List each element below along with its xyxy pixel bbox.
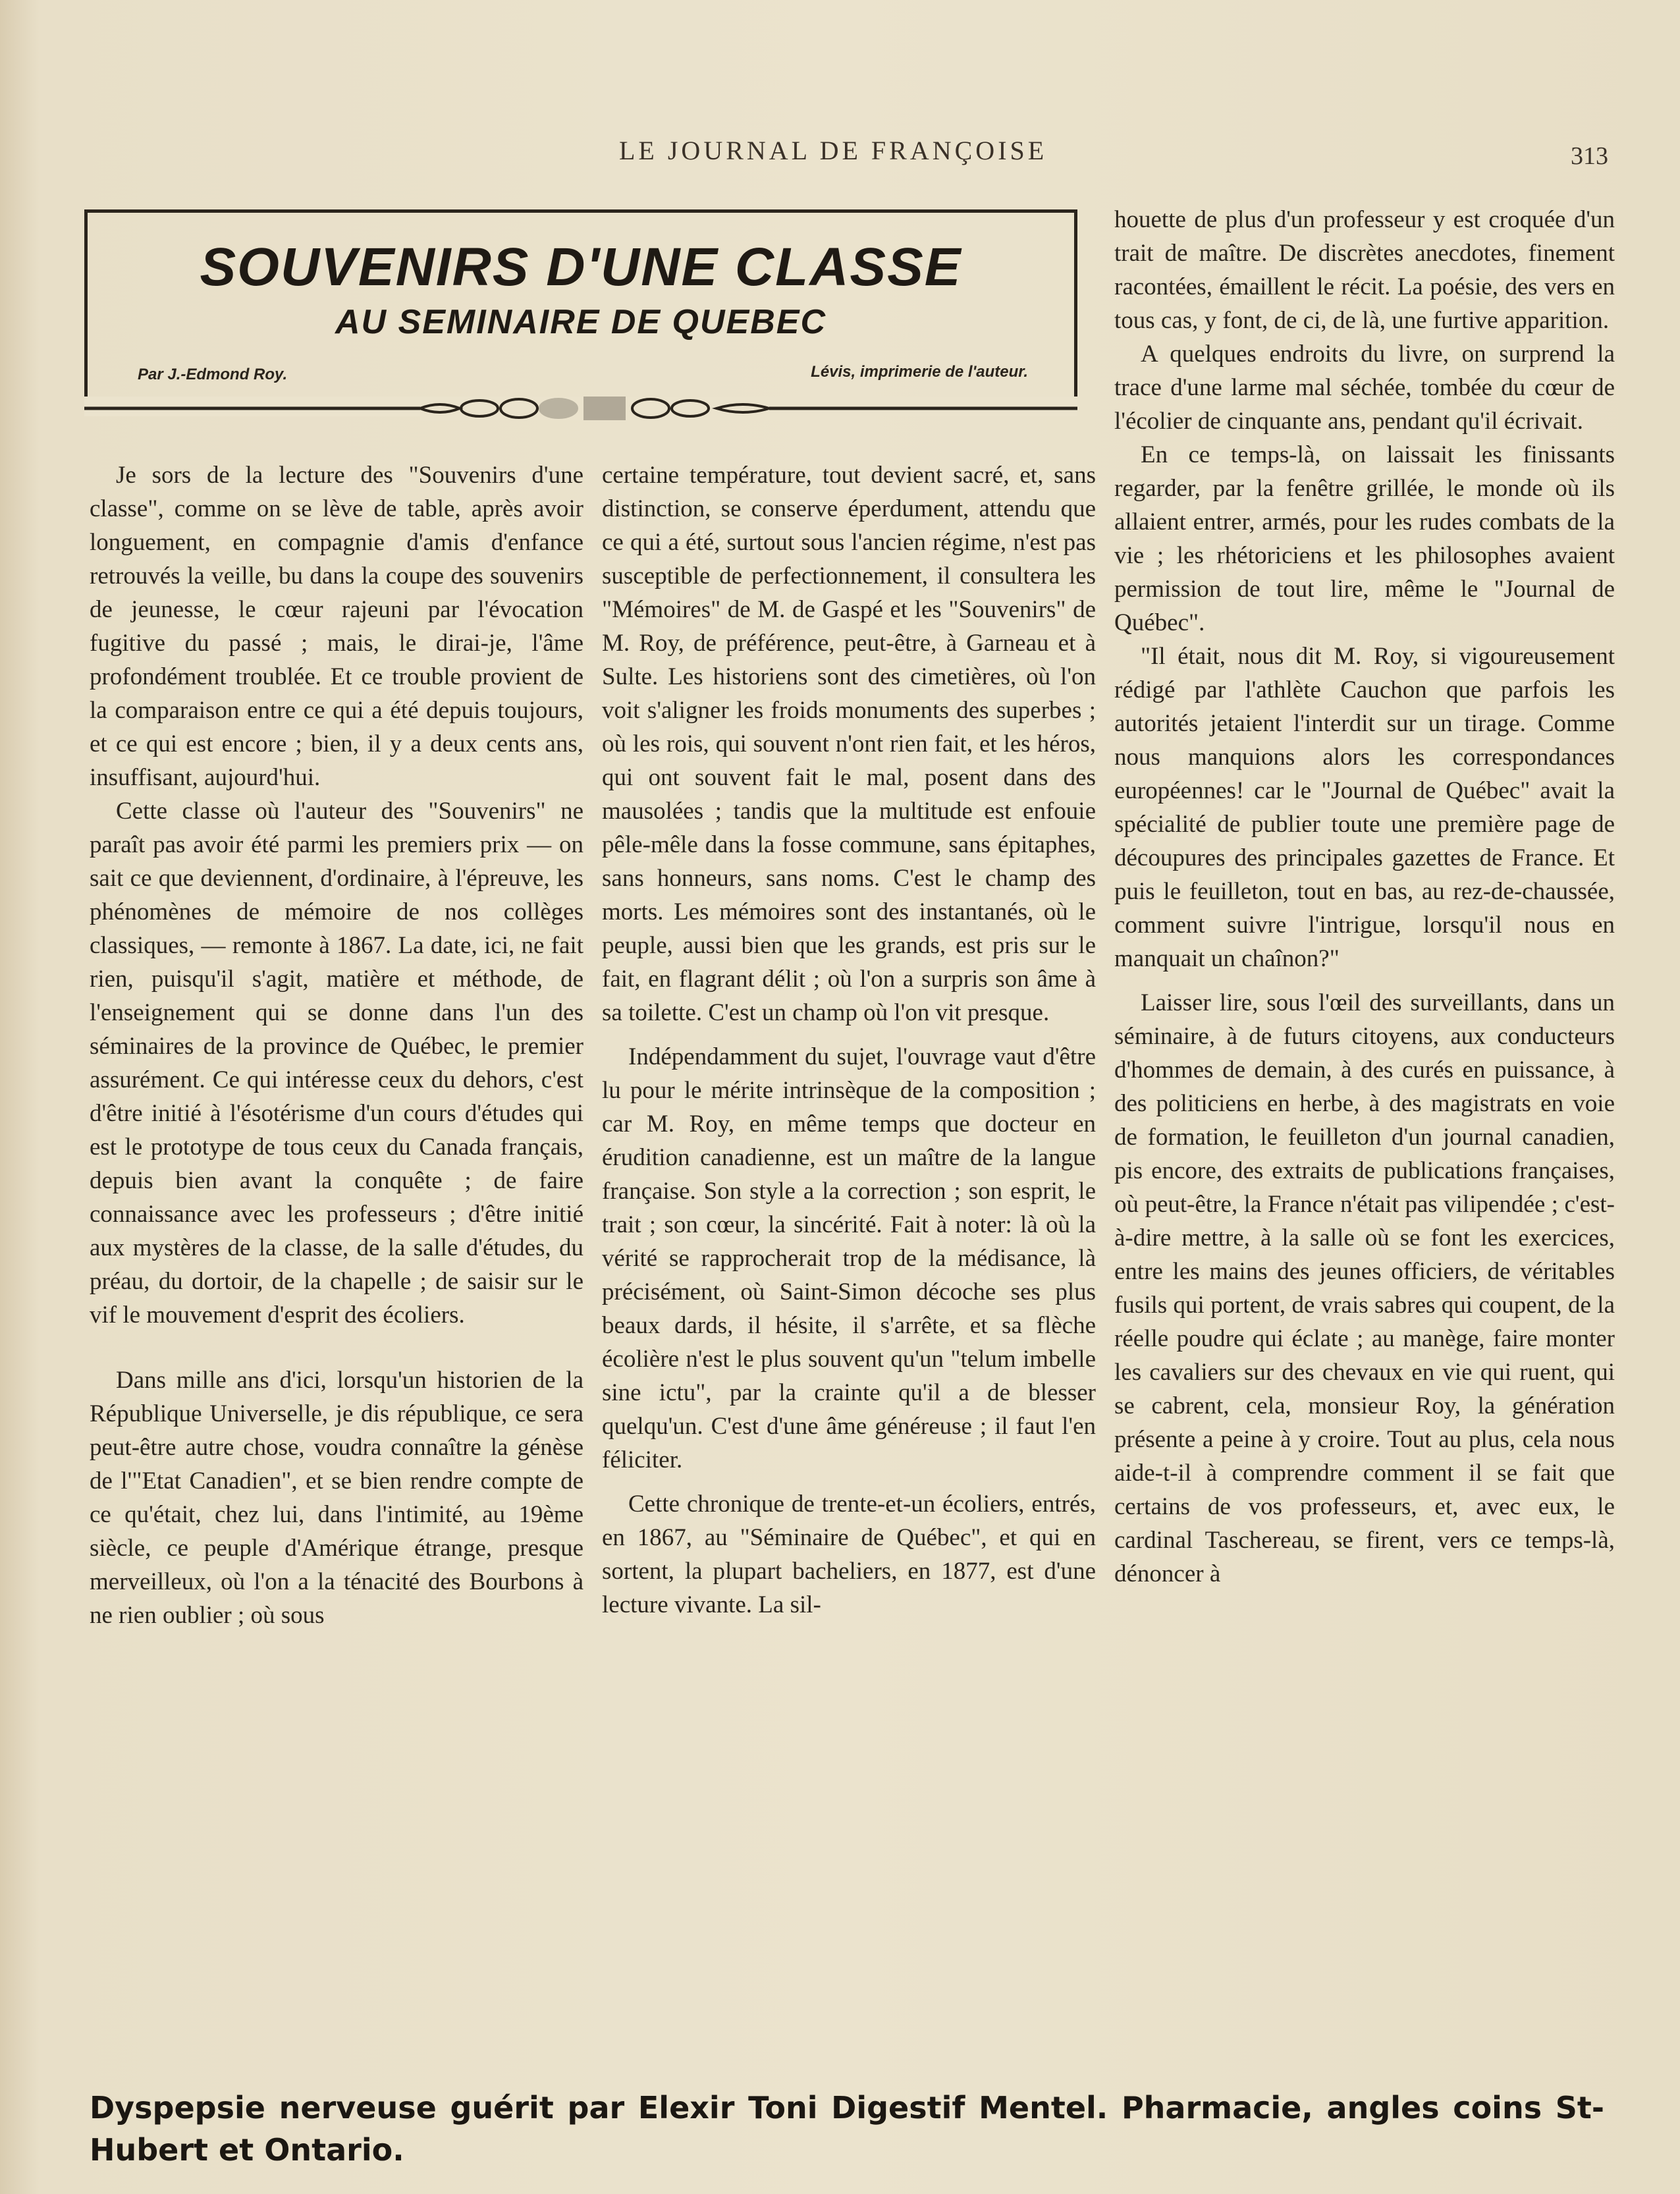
article-author: Par J.-Edmond Roy. (138, 366, 288, 383)
article-publisher: Lévis, imprimerie de l'auteur. (811, 363, 1028, 381)
paragraph: Je sors de la lecture des "Souvenirs d'une classe", comme on se lève de table, après avoir longuement, en compagnie d'amis d'enfance retrouvés la veille, bu dans la coupe des souvenirs de jeunesse, le cœur rajeuni par l'évocation fugitive du passé ; mais, le dirai-je, l'âme profondément troublée. Et ce trouble provient de la comparaison entre ce qui a été depuis toujours, et ce qui est encore ; bien, il y a deux cents ans, insuffisant, aujourd'hui. (90, 462, 583, 791)
text-column-1 (90, 458, 583, 1632)
running-title: LE JOURNAL DE FRANÇOISE (619, 136, 1048, 165)
paragraph: Indépendamment du sujet, l'ouvrage vaut d'être lu pour le mérite intrinsèque de la composition ; car M. Roy, en même temps que docteur en érudition canadienne, est un maître de la langue française. Son style a la correction ; son esprit, le trait ; son cœur, la sincérité. Fait à noter: là où la vérité se rapprocherait trop de la médisance, là précisément, où Saint-Simon décoche ses plus beaux dards, il hésite, il s'arrête, et sa flèche écolière n'est le plus souvent qu'un "telum imbelle sine ictu", par la crainte qu'il a de blesser quelqu'un. C'est d'une âme généreuse ; il faut l'en féliciter. (602, 1043, 1096, 1473)
paragraph: Cette chronique de trente-et-un écoliers, entrés, en 1867, au "Séminaire de Québec", et qui en sortent, la plupart bacheliers, en 1877, est d'une lecture vivante. La sil- (602, 1491, 1096, 1618)
article-title-box (84, 209, 1077, 415)
ornament-divider (84, 397, 1077, 423)
paragraph: Laisser lire, sous l'œil des surveillants, dans un séminaire, à de futurs citoyens, aux conducteurs d'hommes de demain, à des curés en puissance, à des politiciens en herbe, à des magistrats en voie de formation, le feuilleton d'un journal canadien, pis encore, des extraits de publications françaises, où peut-être, la France n'était pas vilipendée ; c'est-à-dire mettre, à la salle où se font les exercices, entre les mains des jeunes officiers, de véritables fusils qui portent, de vrais sabres qui coupent, de la réelle poudre qui éclate ; au manège, faire monter les cavaliers sur des chevaux en vie qui ruent, qui se cabrent, cela, monsieur Roy, la génération présente a peine à y croire. Tout au plus, cela nous aide-t-il à comprendre comment il se fait que certains de vos professeurs, et, avec eux, le cardinal Taschereau, se firent, vers ce temps-là, dénoncer à (1114, 989, 1615, 1587)
paragraph: Cette classe où l'auteur des "Souvenirs" ne paraît pas avoir été parmi les premiers prix — on sait ce que deviennent, d'ordinaire, à l'épreuve, les phénomènes de mémoire de nos collèges classiques, — remonte à 1867. La date, ici, ne fait rien, puisqu'il s'agit, matière et méthode, de l'enseignement qui se donne dans l'un des séminaires de la province de Québec, le premier assurément. Ce qui intéresse ceux du dehors, c'est d'être initié à l'ésotérisme d'un cours d'études qui est le prototype de tous ceux du Canada français, depuis bien avant la conquête ; de faire connaissance avec les professeurs ; d'être initié aux mystères de la classe, de la salle d'études, du préau, du dortoir, de la chapelle ; de saisir sur le vif le mouvement d'esprit des écoliers. (90, 798, 583, 1329)
paragraph: Dans mille ans d'ici, lorsqu'un historien de la République Universelle, je dis république, ce sera peut-être autre chose, voudra connaître la génèse de l'"Etat Canadien", et se bien rendre compte de ce qu'était, chez lui, dans l'intimité, au 19ème siècle, ce peuple d'Amérique étrange, presque merveilleux, où l'on a la ténacité des Bourbons à ne rien oublier ; où sous (90, 1367, 583, 1629)
paragraph: houette de plus d'un professeur y est croquée d'un trait de maître. De discrètes anecdotes, finement racontées, émaillent le récit. La poésie, des vers en tous cas, y font, de ci, de là, une furtive apparition. (1114, 206, 1615, 334)
text-column-2 (602, 458, 1096, 1622)
page-number: 313 (1571, 142, 1608, 170)
paragraph: certaine température, tout devient sacré, et, sans distinction, se conserve éperdument, attendu que ce qui a été, surtout sous l'ancien régime, n'est pas susceptible de perfectionnement, il consultera les "Mémoires" de M. de Gaspé et les "Souvenirs" de M. Roy, de préférence, peut-être, à Garneau et à Sulte. Les historiens sont des cimetières, où l'on voit s'aligner les froids monuments des superbes ; où les rois, qui souvent n'ont rien fait, et les héros, qui ont souvent fait le mal, posent dans des mausolées ; tandis que la multitude est enfouie pêle-mêle dans la fosse commune, sans épitaphes, sans honneurs, sans noms. C'est le champ des morts. Les mémoires sont des instantanés, où le peuple, aussi bien que les grands, est pris sur le fait, en flagrant délit ; où l'on a surpris son âme à sa toilette. C'est un champ où l'on vit presque. (602, 462, 1096, 1026)
article-title: SOUVENIRS D'UNE CLASSE (200, 237, 962, 297)
article-subtitle: AU SEMINAIRE DE QUEBEC (335, 303, 827, 341)
text-column-3 (1114, 203, 1615, 1591)
paragraph: A quelques endroits du livre, on surprend la trace d'une larme mal séchée, tombée du cœur de l'écolier de cinquante ans, pendant qu'il écrivait. (1114, 341, 1615, 435)
paragraph: En ce temps-là, on laissait les finissants regarder, par la fenêtre grillée, le monde où ils allaient entrer, armés, pour les rudes combats de la vie ; les rhétoriciens et les philosophes avaient permission de tout lire, même le "Journal de Québec". (1114, 441, 1615, 636)
advertisement-line: Dyspepsie nerveuse guérit par Elexir Toni Digestif Mentel. Pharmacie, angles coins St-Hubert et Ontario. (90, 2090, 1604, 2168)
paragraph: "Il était, nous dit M. Roy, si vigoureusement rédigé par l'athlète Cauchon que parfois les autorités jetaient l'interdit sur un tirage. Comme nous manquions alors les correspondances européennes! car le "Journal de Québec" avait la spécialité de publier toute une première page de découpures des principales gazettes de France. Et puis le feuilleton, tout en bas, au rez-de-chaussée, comment suivre l'intrigue, lorsqu'il nous en manquait un chaînon?" (1114, 643, 1615, 972)
